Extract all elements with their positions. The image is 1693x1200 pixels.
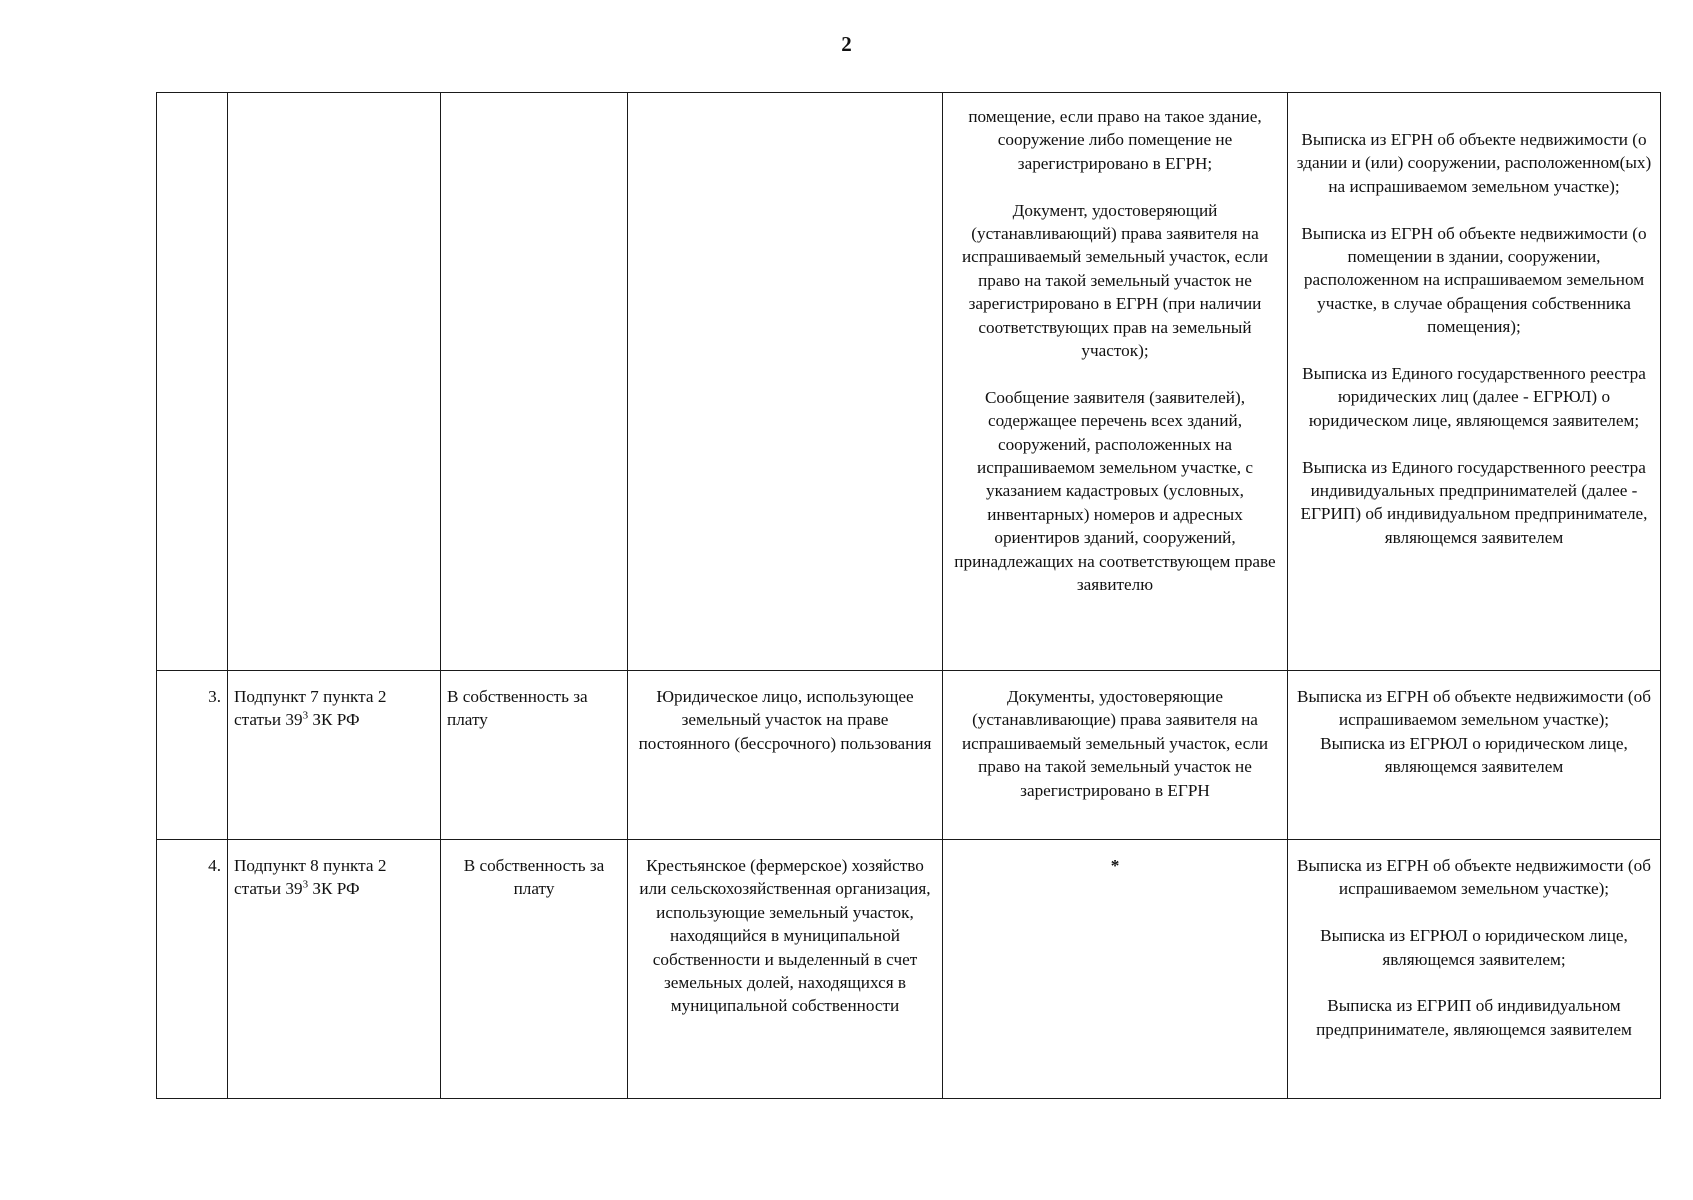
authority-document-item: Выписка из ЕГРН об объекте недвижимости (о здании и (или) сооружении, расположенном(ых) на испрашиваемом земельном участке);: [1296, 130, 1652, 196]
table-row: [157, 671, 1661, 840]
applicant-document-item: Сообщение заявителя (заявителей), содержащее перечень всех зданий, сооружений, расположенных на испрашиваемом земельном участке, с указанием кадастровых (условных, инвентарных) номеров и адресных ориентиров зданий, сооружений, принадлежащих на соответствующем праве заявителю: [954, 387, 1276, 595]
legal-basis-cell: [228, 93, 441, 671]
authority-document-item: Выписка из ЕГРН об объекте недвижимости (об испрашиваемом земельном участке); Выписка из ЕГРЮЛ о юридическом лице, являющемся заявителем: [1297, 687, 1651, 777]
legal-basis-code: ЗК РФ: [308, 879, 360, 899]
authority-document-item: Выписка из Единого государственного реестра индивидуальных предпринимателей (далее - ЕГРИП) об индивидуальном предпринимателе, являющемся заявителем: [1300, 457, 1648, 547]
authority-document-item: Выписка из Единого государственного реестра юридических лиц (далее - ЕГРЮЛ) о юридическом лице, являющемся заявителем;: [1302, 364, 1646, 430]
row-number-cell: 4.: [157, 840, 228, 1099]
page-number: 2: [841, 32, 852, 56]
footnote-asterisk: *: [1110, 856, 1120, 875]
provision-type-cell: В собственность за плату: [441, 671, 628, 840]
applicant-documents-cell: [943, 840, 1288, 1099]
applicant-documents-cell: [943, 93, 1288, 671]
table-row: [157, 840, 1661, 1099]
article-superscript: 3: [302, 709, 309, 722]
provision-type-cell: В собственность за плату: [441, 840, 628, 1099]
services-table: [156, 92, 1661, 1099]
legal-basis-text: Подпункт 8 пункта 2 статьи 39: [234, 856, 387, 899]
article-superscript: 3: [302, 878, 309, 891]
applicant-documents-cell: [943, 671, 1288, 840]
applicant-cell: [628, 93, 943, 671]
authority-documents-cell: [1288, 671, 1661, 840]
provision-type-cell: [441, 93, 628, 671]
applicant-cell: Юридическое лицо, использующее земельный участок на праве постоянного (бессрочного) пользования: [628, 671, 943, 840]
table-row: [157, 93, 1661, 671]
applicant-document-item: Документ, удостоверяющий (устанавливающий) права заявителя на испрашиваемый земельный участок, если право на такой земельный участок не зарегистрировано в ЕГРН (при наличии соответствующих прав на земельный участок);: [961, 200, 1269, 361]
row-number-cell: 3.: [157, 671, 228, 840]
legal-basis-cell: [228, 671, 441, 840]
legal-basis-code: ЗК РФ: [308, 710, 360, 730]
legal-basis-text: Подпункт 7 пункта 2 статьи 39: [234, 687, 387, 730]
authority-documents-cell: [1288, 93, 1661, 671]
row-number-cell: [157, 93, 228, 671]
authority-document-item: Выписка из ЕГРН об объекте недвижимости (о помещении в здании, сооружении, расположенном на испрашиваемом земельном участке, в случае обращения собственника помещения);: [1301, 223, 1647, 337]
applicant-cell: Крестьянское (фермерское) хозяйство или сельскохозяйственная организация, использующие земельный участок, находящийся в муниципальной собственности и выделенный в счет земельных долей, находящихся в муниципальной собственности: [628, 840, 943, 1099]
applicant-document-item: Документы, удостоверяющие (устанавливающие) права заявителя на испрашиваемый земельный участок, если право на такой земельный участок не зарегистрировано в ЕГРН: [961, 687, 1269, 800]
applicant-document-item: помещение, если право на такое здание, сооружение либо помещение не зарегистрировано в ЕГРН;: [968, 107, 1262, 173]
authority-document-item: Выписка из ЕГРН об объекте недвижимости (об испрашиваемом земельном участке);: [1297, 856, 1651, 899]
authority-documents-cell: [1288, 840, 1661, 1099]
authority-document-item: Выписка из ЕГРИП об индивидуальном предпринимателе, являющемся заявителем: [1316, 996, 1632, 1039]
legal-basis-cell: [228, 840, 441, 1099]
authority-document-item: Выписка из ЕГРЮЛ о юридическом лице, являющемся заявителем;: [1320, 926, 1628, 969]
